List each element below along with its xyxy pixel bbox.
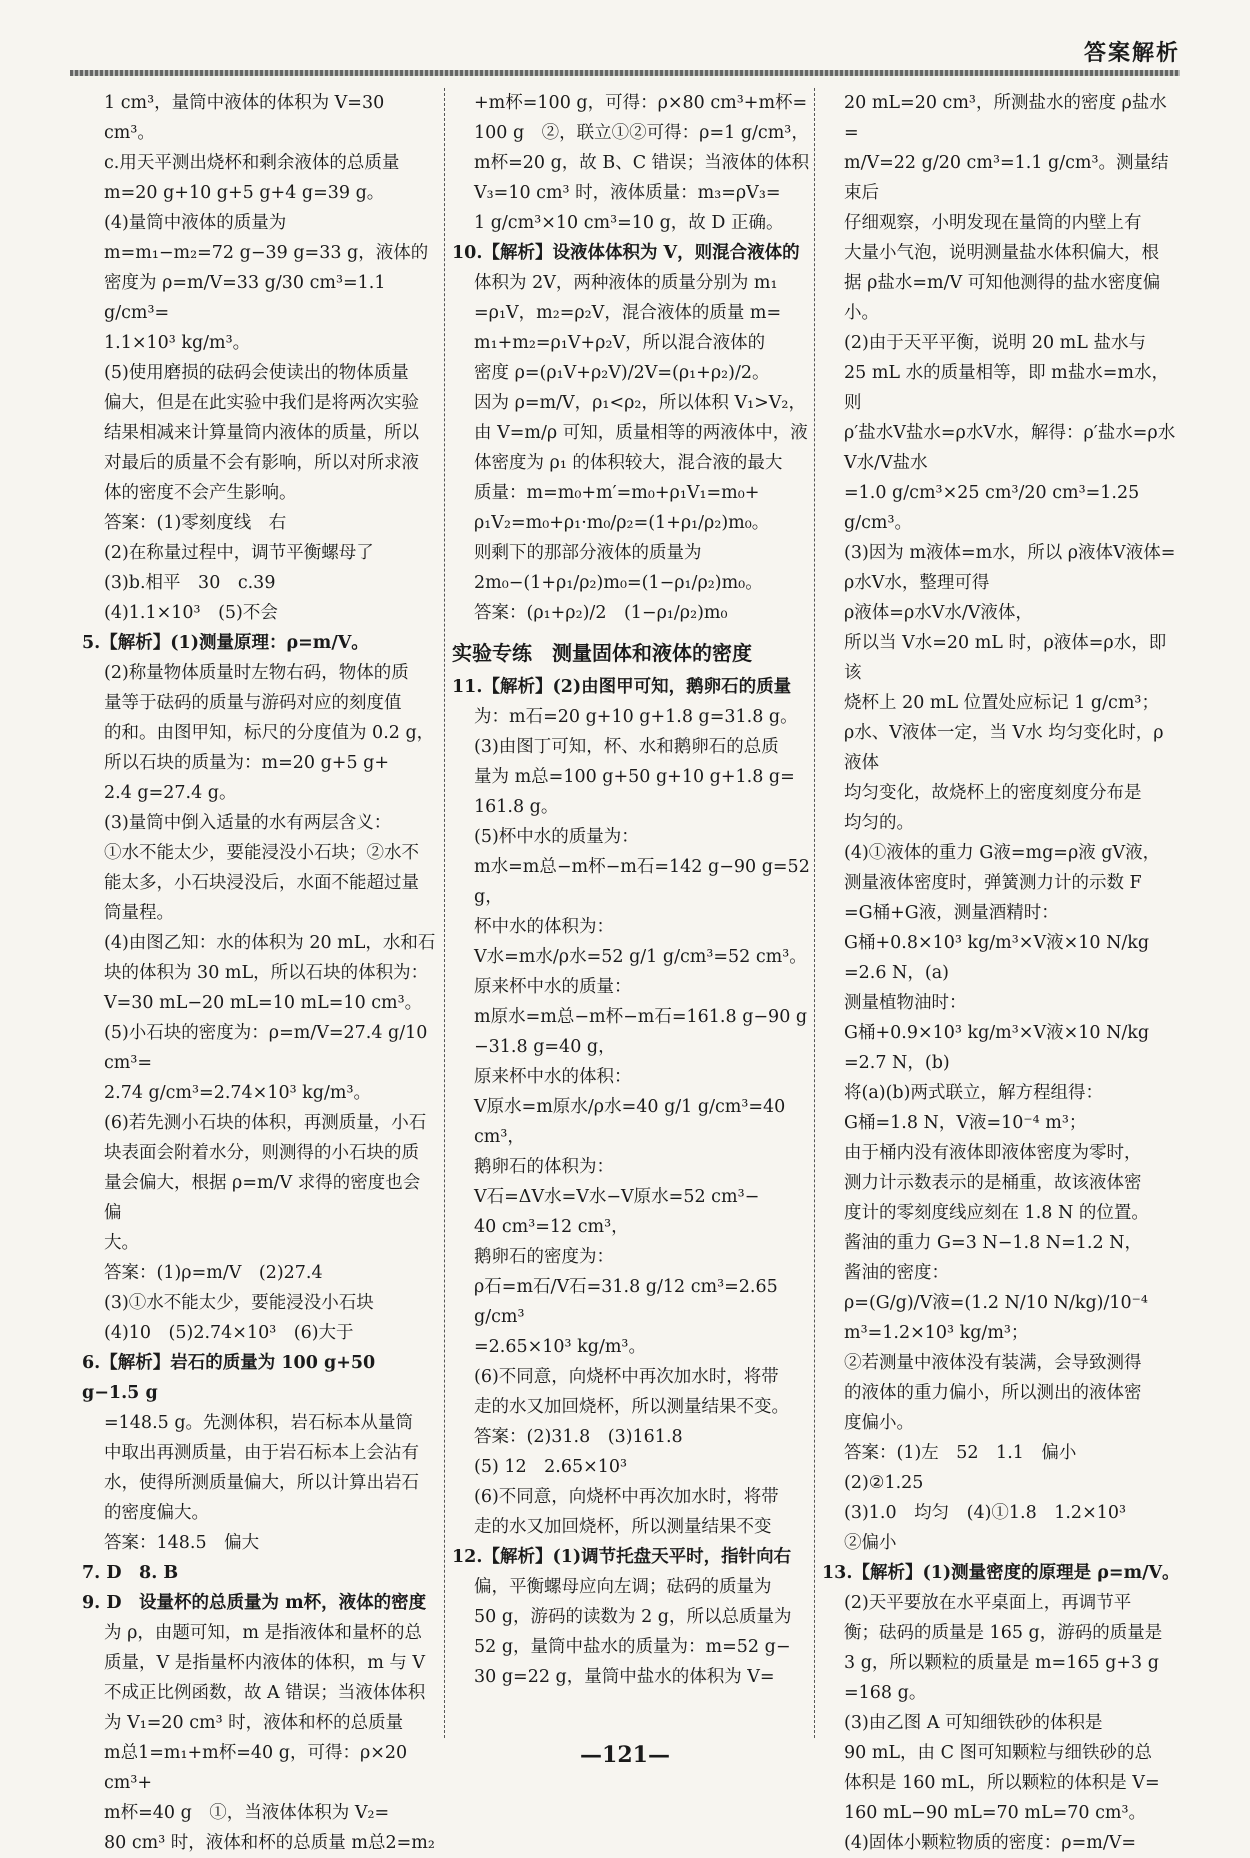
text-line: 偏大，但是在此实验中我们是将两次实验	[104, 393, 419, 413]
text-line: 质量：m=m₀+m′=m₀+ρ₁V₁=m₀+	[474, 483, 760, 503]
text-line: 密度为 ρ=m/V=33 g/30 cm³=1.1 g/cm³=	[104, 273, 392, 323]
text-line: (2)在称量过程中，调节平衡螺母了	[104, 543, 374, 563]
text-line: (6)若先测小石块的体积，再测质量，小石	[104, 1113, 427, 1133]
text-line: 对最后的质量不会有影响，所以对所求液	[104, 453, 419, 473]
text-line: 体积是 160 mL，所以颗粒的体积是 V=	[844, 1773, 1160, 1793]
text-line: 80 cm³ 时，液体和杯的总质量 m总2=m₂	[104, 1833, 435, 1853]
text-line: 原来杯中水的体积：	[474, 1067, 632, 1087]
text-line: 能太多，小石块浸没后，水面不能超过量	[104, 873, 419, 893]
text-line: 由于桶内没有液体即液体密度为零时，	[844, 1143, 1142, 1163]
text-line: (5)小石块的密度为：ρ=m/V=27.4 g/10 cm³=	[104, 1023, 434, 1073]
text-line: =ρ₁V，m₂=ρ₂V，混合液体的质量 m=	[474, 303, 782, 323]
text-line: 1 cm³，量筒中液体的体积为 V=30 cm³。	[104, 93, 390, 143]
text-line: 大。	[104, 1233, 139, 1253]
text-line: ρ液体=ρ水V水/V液体，	[844, 603, 1033, 623]
text-line: =148.5 g。先测体积，岩石标本从量筒	[104, 1413, 414, 1433]
text-line: (2)称量物体质量时左物右码，物体的质	[104, 663, 409, 683]
text-line: 水，使得所测质量偏大，所以计算出岩石	[104, 1473, 419, 1493]
text-line: (3)①水不能太少，要能浸没小石块	[104, 1293, 374, 1313]
text-line: V₃=10 cm³ 时，液体质量：m₃=ρV₃=	[474, 183, 781, 203]
text-line: 答案：148.5 偏大	[104, 1533, 260, 1553]
text-line: 仔细观察，小明发现在量筒的内壁上有	[844, 213, 1142, 233]
column-middle	[452, 88, 816, 1692]
text-line: 量等于砝码的质量与游码对应的刻度值	[104, 693, 402, 713]
section-heading: 实验专练 测量固体和液体的密度	[452, 641, 752, 665]
text-line: =2.7 N，(b)	[844, 1053, 950, 1073]
text-line: 10.【解析】设液体体积为 V，则混合液体的	[452, 243, 800, 263]
text-line: m₁+m₂=ρ₁V+ρ₂V，所以混合液体的	[474, 333, 766, 353]
text-line: ②偏小	[844, 1533, 897, 1553]
page-number: —121—	[580, 1742, 670, 1768]
text-line: 中取出再测质量，由于岩石标本上会沾有	[104, 1443, 419, 1463]
text-line: 均匀变化，故烧杯上的密度刻度分布是	[844, 783, 1142, 803]
text-line: V=30 mL−20 mL=10 mL=10 cm³。	[104, 993, 423, 1013]
text-line: 酱油的重力 G=3 N−1.8 N=1.2 N，	[844, 1233, 1142, 1253]
text-line: 20 mL=20 cm³，所测盐水的密度 ρ盐水=	[844, 93, 1167, 143]
text-line: 均匀的。	[844, 813, 914, 833]
text-line: −31.8 g=40 g，	[474, 1037, 616, 1057]
text-line: 体密度为 ρ₁ 的体积较大，混合液的最大	[474, 453, 783, 473]
text-line: 7. D 8. B	[82, 1563, 179, 1583]
text-line: G桶+0.8×10³ kg/m³×V液×10 N/kg	[844, 933, 1150, 953]
text-line: 13.【解析】(1)测量密度的原理是 ρ=m/V。	[822, 1563, 1180, 1583]
text-line: m水=m总−m杯−m石=142 g−90 g=52 g，	[474, 857, 816, 907]
text-line: (2)由于天平平衡，说明 20 mL 盐水与	[844, 333, 1146, 353]
text-line: 测力计示数表示的是桶重，故该液体密	[844, 1173, 1142, 1193]
column-divider	[444, 88, 445, 1738]
text-line: 杯中水的体积为：	[474, 917, 614, 937]
text-line: 鹅卵石的密度为：	[474, 1247, 614, 1267]
text-line: 大量小气泡，说明测量盐水体积偏大，根	[844, 243, 1159, 263]
text-line: 结果相减来计算量筒内液体的质量，所以	[104, 423, 419, 443]
text-line: (3)1.0 均匀 (4)①1.8 1.2×10³	[844, 1503, 1127, 1523]
text-line: 不成正比例函数，故 A 错误；当液体体积	[104, 1683, 426, 1703]
text-line: 小。	[844, 303, 879, 323]
text-line: 走的水又加回烧杯，所以测量结果不变。	[474, 1397, 789, 1417]
text-line: 酱油的密度：	[844, 1263, 949, 1283]
text-line: 的和。由图甲知，标尺的分度值为 0.2 g，	[104, 723, 435, 743]
text-line: 1.1×10³ kg/m³。	[104, 333, 251, 353]
text-line: 答案：(ρ₁+ρ₂)/2 (1−ρ₁/ρ₂)m₀	[474, 603, 728, 623]
text-line: (5)杯中水的质量为：	[474, 827, 639, 847]
text-line: (5)使用磨损的砝码会使读出的物体质量	[104, 363, 409, 383]
text-line: 体的密度不会产生影响。	[104, 483, 297, 503]
text-line: V原水=m原水/ρ水=40 g/1 g/cm³=40 cm³，	[474, 1097, 791, 1147]
text-line: (6)不同意，向烧杯中再次加水时，将带	[474, 1487, 779, 1507]
text-line: =168 g。	[844, 1683, 927, 1703]
text-line: ②若测量中液体没有装满，会导致测得	[844, 1353, 1142, 1373]
text-line: 质量，V 是指量杯内液体的体积，m 与 V	[104, 1653, 426, 1673]
text-line: ρ=(G/g)/V液=(1.2 N/10 N/kg)/10⁻⁴ m³=1.2×10³ kg/m³；	[844, 1293, 1154, 1343]
text-line: 的液体的重力偏小，所以测出的液体密	[844, 1383, 1142, 1403]
text-line: (4)固体小颗粒物质的密度：ρ=m/V=	[844, 1833, 1137, 1853]
text-line: ρ′盐水V盐水=ρ水V水，解得：ρ′盐水=ρ水V水/V盐水	[844, 423, 1176, 473]
text-line: =2.65×10³ kg/m³。	[474, 1337, 646, 1357]
text-line: V石=ΔV水=V水−V原水=52 cm³−	[474, 1187, 760, 1207]
text-line: 度计的零刻度线应刻在 1.8 N 的位置。	[844, 1203, 1149, 1223]
text-line: 据 ρ盐水=m/V 可知他测得的盐水密度偏	[844, 273, 1161, 293]
text-line: 1 g/cm³×10 cm³=10 g，故 D 正确。	[474, 213, 784, 233]
text-line: =2.6 N，(a)	[844, 963, 949, 983]
text-line: ρ水、V液体一定，当 V水 均匀变化时，ρ液体	[844, 723, 1164, 773]
text-line: (4)①液体的重力 G液=mg=ρ液 gV液，	[844, 843, 1161, 863]
text-line: (4)由图乙知：水的体积为 20 mL，水和石	[104, 933, 436, 953]
text-line: 鹅卵石的体积为：	[474, 1157, 614, 1177]
text-line: +m杯=100 g，可得：ρ×80 cm³+m杯=	[474, 93, 808, 113]
text-line: 3 g，所以颗粒的质量是 m=165 g+3 g	[844, 1653, 1159, 1673]
text-line: c.用天平测出烧杯和剩余液体的总质量	[104, 153, 400, 173]
column-divider	[814, 88, 815, 1738]
text-line: 原来杯中水的质量：	[474, 977, 632, 997]
text-line: 筒量程。	[104, 903, 174, 923]
text-line: 2.4 g=27.4 g。	[104, 783, 237, 803]
text-line: (4)量筒中液体的质量为	[104, 213, 287, 233]
text-line: 为：m石=20 g+10 g+1.8 g=31.8 g。	[474, 707, 798, 727]
text-line: 烧杯上 20 mL 位置处应标记 1 g/cm³；	[844, 693, 1159, 713]
text-line: 因为 ρ=m/V，ρ₁<ρ₂，所以体积 V₁>V₂，	[474, 393, 806, 413]
text-line: ①水不能太少，要能浸没小石块；②水不	[104, 843, 419, 863]
text-line: m原水=m总−m杯−m石=161.8 g−90 g	[474, 1007, 808, 1027]
text-line: (3)量筒中倒入适量的水有两层含义：	[104, 813, 392, 833]
text-line: 答案：(1)ρ=m/V (2)27.4	[104, 1263, 323, 1283]
text-line: G桶+0.9×10³ kg/m³×V液×10 N/kg	[844, 1023, 1150, 1043]
text-line: m总1=m₁+m杯=40 g，可得：ρ×20 cm³+	[104, 1743, 413, 1793]
text-line: 走的水又加回烧杯，所以测量结果不变	[474, 1517, 772, 1537]
text-line: =G桶+G液，测量酒精时：	[844, 903, 1059, 923]
text-line: (4)10 (5)2.74×10³ (6)大于	[104, 1323, 354, 1343]
text-line: 量为 m总=100 g+50 g+10 g+1.8 g=	[474, 767, 795, 787]
column-right	[822, 88, 1180, 1858]
text-line: m=20 g+10 g+5 g+4 g=39 g。	[104, 183, 385, 203]
header-rule	[70, 70, 1180, 76]
text-line: m=m₁−m₂=72 g−39 g=33 g，液体的	[104, 243, 429, 263]
text-line: 160 mL−90 mL=70 mL=70 cm³。	[844, 1803, 1147, 1823]
text-line: 9. D 设量杯的总质量为 m杯，液体的密度	[82, 1593, 427, 1613]
text-line: (5) 12 2.65×10³	[474, 1457, 628, 1477]
text-line: 测量液体密度时，弹簧测力计的示数 F	[844, 873, 1142, 893]
text-line: (3)由乙图 A 可知细铁砂的体积是	[844, 1713, 1103, 1733]
text-line: 体积为 2V，两种液体的质量分别为 m₁	[474, 273, 778, 293]
text-line: 52 g，量筒中盐水的质量为：m=52 g−	[474, 1637, 791, 1657]
text-line: 11.【解析】(2)由图甲可知，鹅卵石的质量	[452, 677, 792, 697]
text-line: (4)1.1×10³ (5)不会	[104, 603, 278, 623]
text-line: 5.【解析】(1)测量原理：ρ=m/V。	[82, 633, 369, 653]
text-line: (6)不同意，向烧杯中再次加水时，将带	[474, 1367, 779, 1387]
text-line: 2m₀−(1+ρ₁/ρ₂)m₀=(1−ρ₁/ρ₂)m₀。	[474, 573, 763, 593]
text-line: ρ水V水，整理可得	[844, 573, 990, 593]
column-left	[82, 88, 437, 1858]
text-line: G桶=1.8 N，V液=10⁻⁴ m³；	[844, 1113, 1087, 1133]
text-line: 12.【解析】(1)调节托盘天平时，指针向右	[452, 1547, 792, 1567]
text-line: 衡；砝码的质量是 165 g，游码的质量是	[844, 1623, 1163, 1643]
text-line: (2)②1.25	[844, 1473, 924, 1493]
text-line: ρ石=m石/V石=31.8 g/12 cm³=2.65 g/cm³	[474, 1277, 784, 1327]
text-line: ρ₁V₂=m₀+ρ₁·m₀/ρ₂=(1+ρ₁/ρ₂)m₀。	[474, 513, 770, 533]
text-line: m杯=20 g，故 B、C 错误；当液体的体积	[474, 153, 810, 173]
text-line: 30 g=22 g，量筒中盐水的体积为 V=	[474, 1667, 775, 1687]
text-line: 所以当 V水=20 mL 时，ρ液体=ρ水，即该	[844, 633, 1167, 683]
text-line: (2)天平要放在水平桌面上，再调节平	[844, 1593, 1132, 1613]
text-line: 2.74 g/cm³=2.74×10³ kg/m³。	[104, 1083, 371, 1103]
text-line: 量会偏大，根据 ρ=m/V 求得的密度也会偏	[104, 1173, 421, 1223]
text-line: 密度 ρ=(ρ₁V+ρ₂V)/2V=(ρ₁+ρ₂)/2。	[474, 363, 770, 383]
text-line: (3)由图丁可知，杯、水和鹅卵石的总质	[474, 737, 779, 757]
text-line: 40 cm³=12 cm³，	[474, 1217, 629, 1237]
text-line: m/V=22 g/20 cm³=1.1 g/cm³。测量结束后	[844, 153, 1169, 203]
text-line: 90 mL，由 C 图可知颗粒与细铁砂的总	[844, 1743, 1153, 1763]
text-line: 25 mL 水的质量相等，即 m盐水=m水，则	[844, 363, 1170, 413]
text-line: 50 g，游码的读数为 2 g，所以总质量为	[474, 1607, 792, 1627]
text-line: V水=m水/ρ水=52 g/1 g/cm³=52 cm³。	[474, 947, 807, 967]
text-line: 为 V₁=20 cm³ 时，液体和杯的总质量	[104, 1713, 404, 1733]
text-line: 100 g ②，联立①②可得：ρ=1 g/cm³，	[474, 123, 809, 143]
text-line: 答案：(1)零刻度线 右	[104, 513, 287, 533]
text-line: 由 V=m/ρ 可知，质量相等的两液体中，液	[474, 423, 808, 443]
text-line: 测量植物油时：	[844, 993, 967, 1013]
text-line: (3)b.相平 30 c.39	[104, 573, 276, 593]
text-line: (3)因为 m液体=m水，所以 ρ液体V液体=	[844, 543, 1176, 563]
text-line: 答案：(2)31.8 (3)161.8	[474, 1427, 683, 1447]
text-line: 度偏小。	[844, 1413, 914, 1433]
text-line: 将(a)(b)两式联立，解方程组得：	[844, 1083, 1103, 1103]
text-line: 所以石块的质量为：m=20 g+5 g+	[104, 753, 390, 773]
text-line: 块表面会附着水分，则测得的小石块的质	[104, 1143, 419, 1163]
text-line: m杯=40 g ①，当液体体积为 V₂=	[104, 1803, 390, 1823]
text-line: 则剩下的那部分液体的质量为	[474, 543, 702, 563]
text-line: 为 ρ，由题可知，m 是指液体和量杯的总	[104, 1623, 423, 1643]
text-line: 答案：(1)左 52 1.1 偏小	[844, 1443, 1077, 1463]
text-line: 块的体积为 30 mL，所以石块的体积为：	[104, 963, 429, 983]
text-line: 偏，平衡螺母应向左调；砝码的质量为	[474, 1577, 772, 1597]
text-line: 的密度偏大。	[104, 1503, 209, 1523]
header-title: 答案解析	[1083, 41, 1180, 66]
text-line: 161.8 g。	[474, 797, 559, 817]
text-line: 6.【解析】岩石的质量为 100 g+50 g−1.5 g	[82, 1353, 382, 1403]
text-line: =1.0 g/cm³×25 cm³/20 cm³=1.25 g/cm³。	[844, 483, 1145, 533]
